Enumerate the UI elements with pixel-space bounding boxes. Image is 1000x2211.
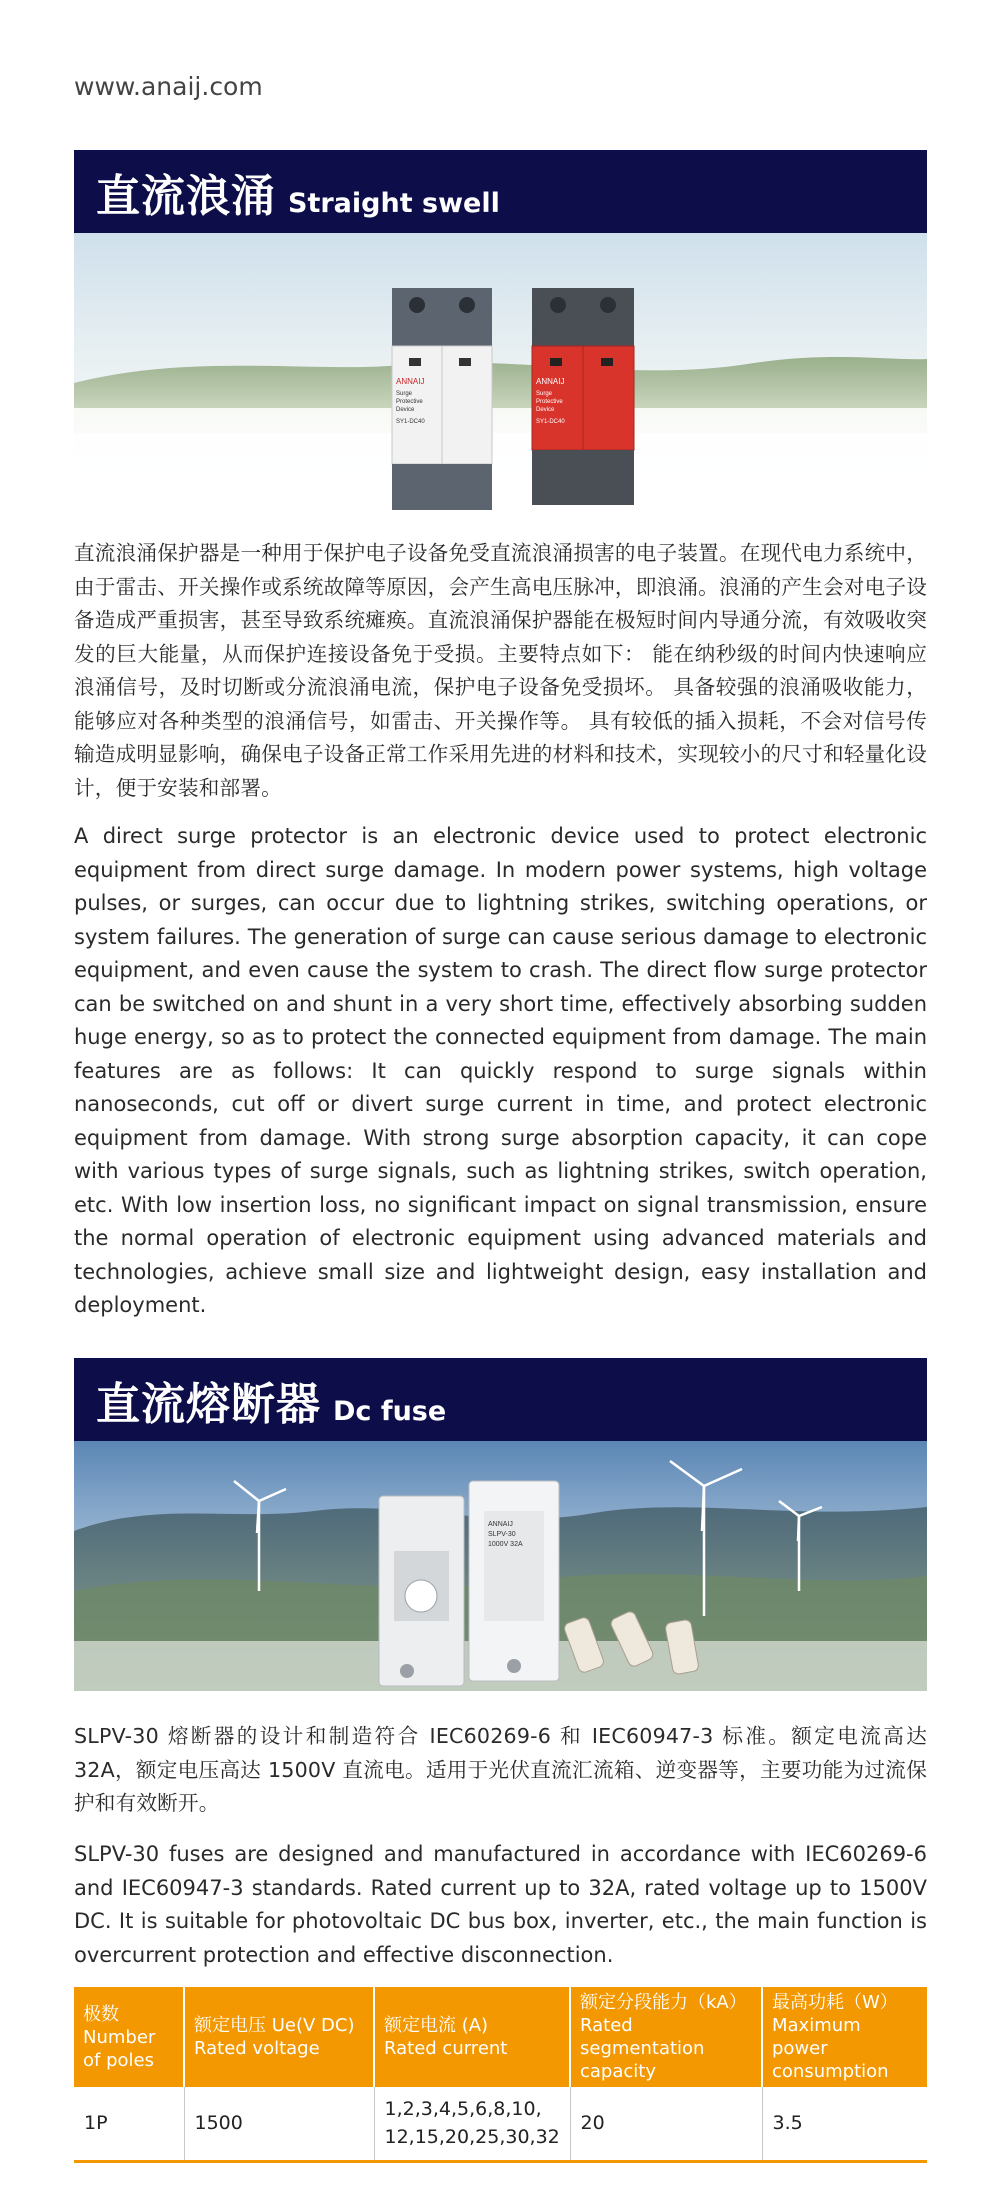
header-current bbox=[374, 1987, 570, 2087]
cell-voltage: 1500 bbox=[184, 2087, 374, 2161]
surge-description-en: A direct surge protector is an electronic device used to protect electronic equipment from direct surge damage. In modern power systems, high voltage pulses, or surges, can occur due to lightning strikes, switching operations, or system failures. The generation of surge can cause serious damage to electronic equipment, and even cause the system to crash. The direct flow surge protector can be switched on and shunt in a very short time, effectively absorbing sudden huge energy, so as to protect the connected equipment from damage. The main features are as follows: It can quickly respond to surge signals within nanoseconds, cut off or divert surge current in time, and protect electronic equipment from damage. With strong surge absorption capacity, it can cope with various types of surge signals, such as lightning strikes, switch operation, etc. With low insertion loss, no significant impact on signal transmission, ensure the normal operation of electronic equipment using advanced materials and technologies, achieve small size and lightweight design, easy installation and deployment. bbox=[74, 824, 927, 1317]
header-poles bbox=[74, 1987, 184, 2087]
spd-right-label-1: Surge bbox=[536, 391, 553, 397]
fuse-holder-model: SLPV-30 bbox=[488, 1531, 516, 1538]
surge-description-zh: 直流浪涌保护器是一种用于保护电子设备免受直流浪涌损害的电子装置。在现代电力系统中，由于雷击、开关操作或系统故障等原因，会产生高电压脉冲，即浪涌。浪涌的产生会对电子设备造成严重损害，甚至导致系统瘫痪。直流浪涌保护器能在极短时间内导通分流，有效吸收突发的巨大能量，从而保护连接设备免于受损。主要特点如下： 能在纳秒级的时间内快速响应浪涌信号，及时切断或分流浪涌电流，保护电子设备免受损坏。 具备较强的浪涌吸收能力，能够应对各种类型的浪涌信号，如雷击、开关操作等。 具有较低的插入损耗，不会对信号传输造成明显影响，确保电子设备正常工作采用先进的材料和技术，实现较小的尺寸和轻量化设计，便于安装和部署。 bbox=[74, 541, 927, 800]
fuse-description-zh: SLPV-30 熔断器的设计和制造符合 IEC60269-6 和 IEC60947-3 标准。额定电流高达 32A，额定电压高达 1500V 直流电。适用于光伏直流汇流箱、逆变器等，主要功能为过流保护和有效断开。 bbox=[74, 1724, 927, 1815]
header-segmentation-en: Rated segmentation capacity bbox=[580, 2015, 705, 2082]
spd-right-model: SY1-DC40 bbox=[536, 419, 565, 425]
section-title-en: Dc fuse bbox=[333, 1396, 447, 1427]
header-current-zh: 额定电流 (A) bbox=[384, 2015, 489, 2036]
section-banner-fuse bbox=[74, 1358, 927, 1441]
cell-power: 3.5 bbox=[762, 2087, 927, 2161]
section-title-zh: 直流熔断器 bbox=[96, 1379, 321, 1430]
spd-left-label-3: Device bbox=[396, 407, 415, 413]
header-poles-zh: 极数 bbox=[83, 2003, 119, 2025]
header-power bbox=[762, 1987, 927, 2087]
header-voltage bbox=[184, 1987, 374, 2087]
fuse-holder-open bbox=[379, 1496, 464, 1686]
spd-right-label-2: Protective bbox=[536, 399, 563, 405]
header-segmentation bbox=[570, 1987, 762, 2087]
surge-protector-image bbox=[74, 233, 927, 510]
header-poles-en: Number of poles bbox=[83, 2026, 156, 2071]
cell-segmentation: 20 bbox=[570, 2087, 762, 2161]
spd-right-label-3: Device bbox=[536, 407, 555, 413]
header-current-en: Rated current bbox=[384, 2038, 508, 2059]
fuse-holder-brand: ANNAIJ bbox=[488, 1521, 513, 1528]
spd-left-label-2: Protective bbox=[396, 399, 423, 405]
spd-right-brand: ANNAIJ bbox=[536, 377, 565, 386]
header-voltage-en: Rated voltage bbox=[194, 2038, 320, 2059]
fuse-description-en: SLPV-30 fuses are designed and manufactured in accordance with IEC60269-6 and IEC60947-3 standards. Rated current up to 32A, rated voltage up to 1500V DC. It is suitable for photovoltaic DC bus box, inverter, etc., the main function is overcurrent protection and effective disconnection. bbox=[74, 1842, 927, 1967]
header-segmentation-zh: 额定分段能力（kA） bbox=[580, 1992, 747, 2013]
fuse-holder-closed bbox=[469, 1481, 559, 1681]
spd-left-brand: ANNAIJ bbox=[396, 377, 425, 386]
header-power-zh: 最高功耗（W） bbox=[772, 1992, 898, 2013]
section-title-en: Straight swell bbox=[288, 188, 500, 219]
table-header-row bbox=[74, 1987, 927, 2087]
spd-left-model: SY1-DC40 bbox=[396, 419, 425, 425]
header-voltage-zh: 额定电压 Ue(V DC) bbox=[194, 2015, 355, 2036]
spd-left-label-1: Surge bbox=[396, 391, 413, 397]
table-row bbox=[74, 2087, 927, 2161]
section-title-zh: 直流浪涌 bbox=[96, 171, 276, 222]
cell-current: 1,2,3,4,5,6,8,10, 12,15,20,25,30,32 bbox=[374, 2087, 570, 2161]
section-banner-surge bbox=[74, 150, 927, 233]
cell-poles: 1P bbox=[74, 2087, 184, 2161]
header-power-en: Maximum power consumption bbox=[772, 2015, 889, 2082]
site-url[interactable]: www.anaij.com bbox=[74, 72, 263, 101]
fuse-spec-table bbox=[74, 1987, 927, 2163]
fuse-holder-rating: 1000V 32A bbox=[488, 1541, 523, 1548]
dc-fuse-image bbox=[74, 1441, 927, 1691]
